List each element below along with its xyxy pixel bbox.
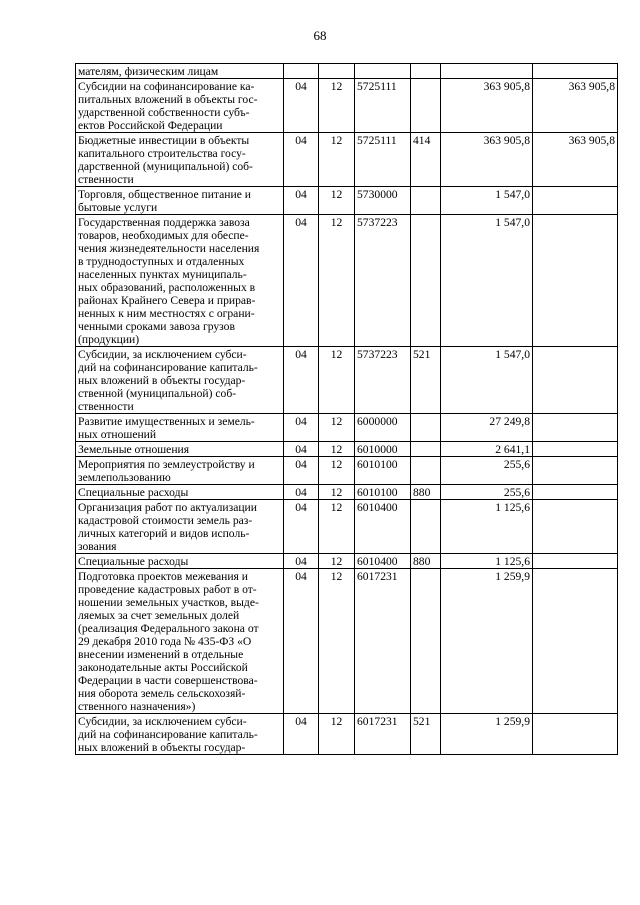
- amount-cell: 27 249,8: [441, 414, 533, 442]
- section-code-cell: 04: [284, 714, 319, 755]
- section-code-cell: 04: [284, 133, 319, 187]
- row-name-cell: Подготовка проектов межевания и проведение кадастровых работ в от- ношении земельных участков, выде- ляемых за счет земельных долей (реализация Федерального закона от 29 декабря 2010 года № 435-ФЗ «О внесении изменений в отдельные законодательные акты Российской Федерации в части совершенствова- ния оборота земель сельскохозяй- ственного назначения»): [76, 569, 284, 714]
- subsection-code-cell: 12: [319, 215, 355, 347]
- section-code-cell: 04: [284, 569, 319, 714]
- row-name-cell: Организация работ по актуализации кадастровой стоимости земель раз- личных категорий и видов исполь- зования: [76, 500, 284, 554]
- amount-cell: 255,6: [441, 485, 533, 500]
- section-code-cell: 04: [284, 187, 319, 215]
- subsection-code-cell: 12: [319, 714, 355, 755]
- page-number: 68: [313, 28, 327, 43]
- section-code-cell: 04: [284, 414, 319, 442]
- amount-cell: 1 259,9: [441, 569, 533, 714]
- section-code-cell: 04: [284, 442, 319, 457]
- expense-type-cell: 521: [411, 347, 441, 414]
- target-article-cell: 5737223: [355, 347, 411, 414]
- subsection-code-cell: 12: [319, 554, 355, 569]
- row-name-cell: Специальные расходы: [76, 554, 284, 569]
- expense-type-cell: [411, 64, 441, 79]
- amount-cell: 363 905,8: [441, 79, 533, 133]
- table-row: [76, 79, 618, 133]
- amount-extra-cell: [533, 554, 618, 569]
- amount-extra-cell: 363 905,8: [533, 79, 618, 133]
- table-row: [76, 64, 618, 79]
- expense-type-cell: 521: [411, 714, 441, 755]
- subsection-code-cell: 12: [319, 187, 355, 215]
- subsection-code-cell: 12: [319, 133, 355, 187]
- table-row: [76, 414, 618, 442]
- section-code-cell: 04: [284, 554, 319, 569]
- amount-extra-cell: [533, 500, 618, 554]
- target-article-cell: 5730000: [355, 187, 411, 215]
- amount-cell: 1 125,6: [441, 500, 533, 554]
- subsection-code-cell: 12: [319, 500, 355, 554]
- row-name-cell: Мероприятия по землеустройству и землепользованию: [76, 457, 284, 485]
- table-row: [76, 442, 618, 457]
- expense-type-cell: [411, 79, 441, 133]
- amount-extra-cell: [533, 187, 618, 215]
- expense-type-cell: 880: [411, 485, 441, 500]
- target-article-cell: 6010400: [355, 500, 411, 554]
- expense-type-cell: [411, 569, 441, 714]
- section-code-cell: [284, 64, 319, 79]
- amount-extra-cell: [533, 457, 618, 485]
- amount-extra-cell: [533, 714, 618, 755]
- table-row: [76, 500, 618, 554]
- amount-cell: 1 547,0: [441, 347, 533, 414]
- table-row: [76, 187, 618, 215]
- subsection-code-cell: 12: [319, 79, 355, 133]
- section-code-cell: 04: [284, 79, 319, 133]
- row-name-cell: Земельные отношения: [76, 442, 284, 457]
- amount-cell: 1 547,0: [441, 187, 533, 215]
- amount-extra-cell: [533, 414, 618, 442]
- amount-extra-cell: [533, 347, 618, 414]
- target-article-cell: 6010100: [355, 485, 411, 500]
- row-name-cell: Торговля, общественное питание и бытовые услуги: [76, 187, 284, 215]
- amount-extra-cell: [533, 569, 618, 714]
- amount-extra-cell: [533, 215, 618, 347]
- row-name-cell: мателям, физическим лицам: [76, 64, 284, 79]
- target-article-cell: 6000000: [355, 414, 411, 442]
- row-name-cell: Государственная поддержка завоза товаров, необходимых для обеспе- чения жизнедеятельности населения в труднодоступных и отдаленных населенных пунктах муниципаль- ных образований, расположенных в районах Крайнего Севера и прирав- ненных к ним местностях с ограни- ченными сроками завоза грузов (продукции): [76, 215, 284, 347]
- expense-type-cell: [411, 500, 441, 554]
- subsection-code-cell: 12: [319, 457, 355, 485]
- table-row: [76, 485, 618, 500]
- target-article-cell: 6010100: [355, 457, 411, 485]
- amount-extra-cell: [533, 442, 618, 457]
- section-code-cell: 04: [284, 347, 319, 414]
- row-name-cell: Развитие имущественных и земель- ных отношений: [76, 414, 284, 442]
- amount-cell: [441, 64, 533, 79]
- budget-table: [75, 63, 618, 755]
- expense-type-cell: [411, 215, 441, 347]
- table-row: [76, 215, 618, 347]
- amount-cell: 1 259,9: [441, 714, 533, 755]
- target-article-cell: 6017231: [355, 569, 411, 714]
- budget-table-body: [76, 64, 618, 755]
- subsection-code-cell: [319, 64, 355, 79]
- subsection-code-cell: 12: [319, 485, 355, 500]
- subsection-code-cell: 12: [319, 347, 355, 414]
- amount-cell: 1 547,0: [441, 215, 533, 347]
- row-name-cell: Субсидии, за исключением субси- дий на софинансирование капиталь- ных вложений в объекты государ- ственной (муниципальной) соб- ственности: [76, 347, 284, 414]
- table-row: [76, 347, 618, 414]
- target-article-cell: 5725111: [355, 79, 411, 133]
- table-row: [76, 569, 618, 714]
- target-article-cell: 6010400: [355, 554, 411, 569]
- expense-type-cell: 880: [411, 554, 441, 569]
- row-name-cell: Специальные расходы: [76, 485, 284, 500]
- section-code-cell: 04: [284, 500, 319, 554]
- target-article-cell: 6010000: [355, 442, 411, 457]
- target-article-cell: 5737223: [355, 215, 411, 347]
- row-name-cell: Бюджетные инвестиции в объекты капитального строительства госу- дарственной (муниципальной) соб- ственности: [76, 133, 284, 187]
- amount-cell: 363 905,8: [441, 133, 533, 187]
- table-row: [76, 554, 618, 569]
- expense-type-cell: 414: [411, 133, 441, 187]
- target-article-cell: [355, 64, 411, 79]
- amount-cell: 255,6: [441, 457, 533, 485]
- amount-extra-cell: [533, 64, 618, 79]
- table-row: [76, 457, 618, 485]
- amount-extra-cell: [533, 485, 618, 500]
- section-code-cell: 04: [284, 457, 319, 485]
- expense-type-cell: [411, 187, 441, 215]
- expense-type-cell: [411, 414, 441, 442]
- expense-type-cell: [411, 457, 441, 485]
- section-code-cell: 04: [284, 215, 319, 347]
- subsection-code-cell: 12: [319, 569, 355, 714]
- row-name-cell: Субсидии на софинансирование ка- питальных вложений в объекты гос- ударственной собственности субъ- ектов Российской Федерации: [76, 79, 284, 133]
- table-row: [76, 714, 618, 755]
- amount-cell: 2 641,1: [441, 442, 533, 457]
- target-article-cell: 6017231: [355, 714, 411, 755]
- table-row: [76, 133, 618, 187]
- target-article-cell: 5725111: [355, 133, 411, 187]
- expense-type-cell: [411, 442, 441, 457]
- subsection-code-cell: 12: [319, 442, 355, 457]
- section-code-cell: 04: [284, 485, 319, 500]
- amount-extra-cell: 363 905,8: [533, 133, 618, 187]
- subsection-code-cell: 12: [319, 414, 355, 442]
- amount-cell: 1 125,6: [441, 554, 533, 569]
- row-name-cell: Субсидии, за исключением субси- дий на софинансирование капиталь- ных вложений в объекты государ-: [76, 714, 284, 755]
